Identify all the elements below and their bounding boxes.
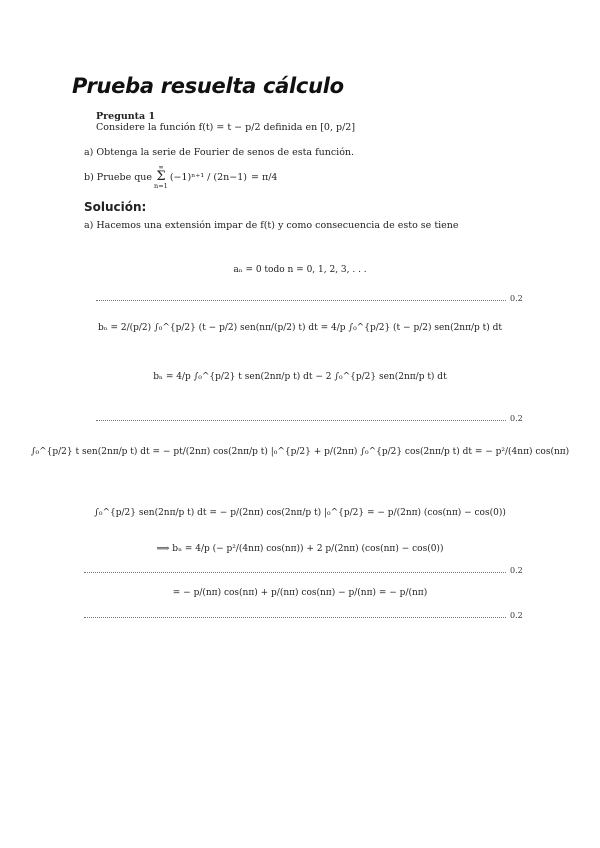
question-part-b-prefix: b) Pruebe que [84,171,153,183]
points-4: 0.2 [510,611,523,620]
summation-bottom: n=1 [154,182,168,190]
equation-bn-1: bₙ = 2/(p/2) ∫₀^{p/2} (t − p/2) sen(nπ/(p/2) t) dt = 4/p ∫₀^{p/2} (t − p/2) sen(2nπ/p t) dt [97,323,503,333]
summation-top: ∞ [158,163,164,171]
equation-integral-1: ∫₀^{p/2} t sen(2nπ/p t) dt = − pt/(2nπ) cos(2nπ/p t) |₀^{p/2} + p/(2nπ) ∫₀^{p/2} cos(2nπ/p t) dt = − p²/(4nπ) cos(nπ) [30,447,570,457]
dotted-rule-3 [84,572,506,573]
solution-intro: a) Hacemos una extensión impar de f(t) y como consecuencia de esto se tiene [84,220,459,231]
dotted-rule-1 [96,300,506,301]
equation-bn-2: bₙ = 4/p ∫₀^{p/2} t sen(2nπ/p t) dt − 2 ∫₀^{p/2} sen(2nπ/p t) dt [153,372,447,382]
question-label: Pregunta 1 [96,111,156,122]
equation-final: = − p/(nπ) cos(nπ) + p/(nπ) cos(nπ) − p/(nπ) = − p/(nπ) [172,588,428,598]
question-part-b [84,164,277,190]
question-part-b-result: = π/4 [250,171,278,183]
question-statement [96,122,355,133]
solution-heading: Solución: [84,200,147,214]
points-3: 0.2 [510,566,523,575]
equation-integral-2: ∫₀^{p/2} sen(2nπ/p t) dt = − p/(2nπ) cos(2nπ/p t) |₀^{p/2} = − p/(2nπ) (cos(nπ) − cos(0)) [94,508,506,518]
document-title: Prueba resuelta cálculo [72,74,344,98]
dotted-rule-2 [96,420,506,421]
points-1: 0.2 [510,294,523,303]
equation-bn-3: ⟹ bₙ = 4/p (− p²/(4nπ) cos(nπ)) + 2 p/(2nπ) (cos(nπ) − cos(0)) [156,544,444,554]
points-2: 0.2 [510,414,523,423]
summation-symbol: ∞ Σ n=1 [154,163,168,190]
equation-an: aₙ = 0 todo n = 0, 1, 2, 3, . . . [233,265,367,275]
question-statement-text: Considere la función f(t) = t − p/2 definida en [0, p/2] [96,122,356,133]
question-part-a: a) Obtenga la serie de Fourier de senos de esta función. [84,147,355,158]
question-part-b-term: (−1)ⁿ⁺¹ / (2n−1) [169,171,247,183]
dotted-rule-4 [84,617,506,618]
